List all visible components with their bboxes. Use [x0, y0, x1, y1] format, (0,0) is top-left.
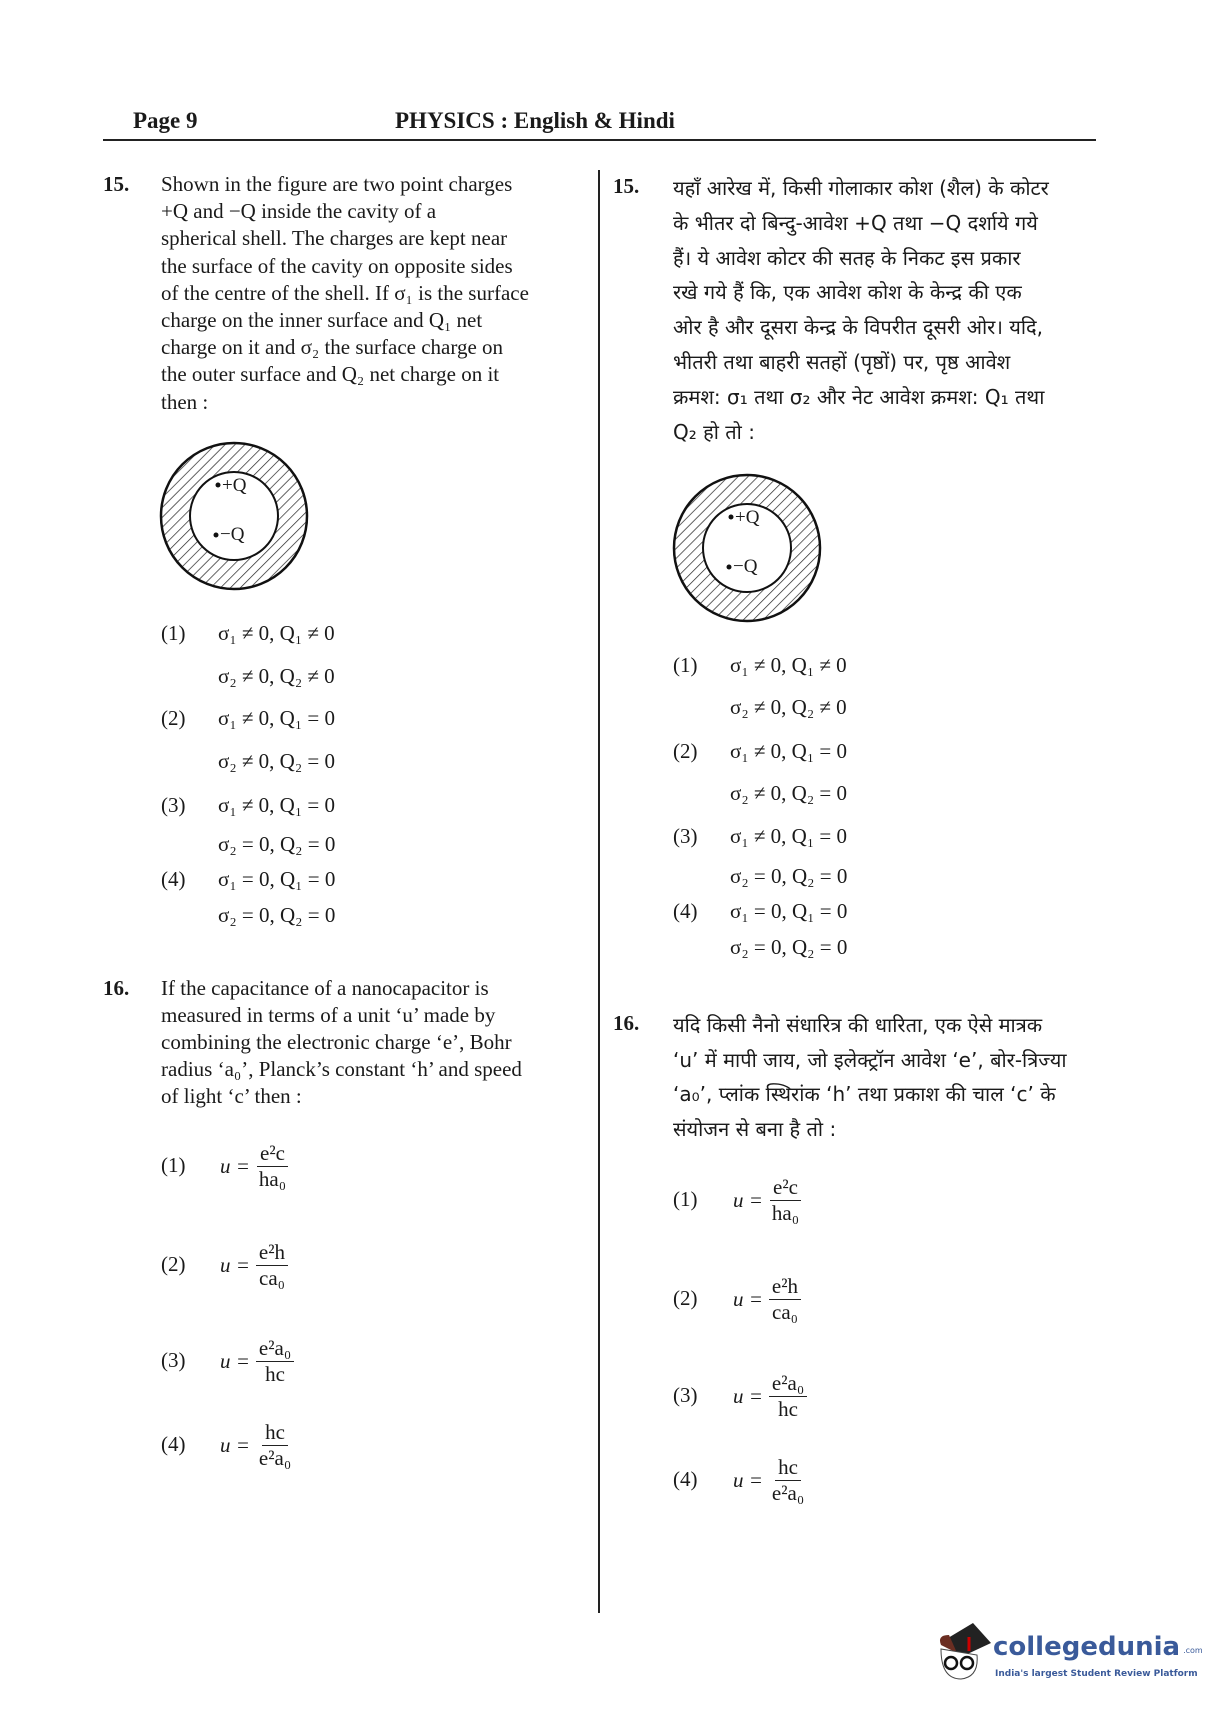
mascot-icon [935, 1619, 993, 1687]
option-label: (1) [161, 621, 186, 645]
question-text-line: the outer surface and Q₂ net charge on it [161, 362, 500, 387]
option-label: (4) [161, 867, 186, 891]
collegedunia-logo [935, 1615, 1203, 1695]
numerator: hc [262, 1420, 288, 1446]
option-label: (2) [673, 1286, 698, 1310]
option-label: (1) [673, 1187, 698, 1211]
question-text-line: यहाँ आरेख में, किसी गोलाकार कोश (शैल) के कोटर [673, 176, 1049, 200]
hindi-q15-shell-figure [667, 468, 827, 628]
formula-lhs: u = [733, 1187, 763, 1212]
hindi-q15-shell-figure-plus-label: +Q [735, 507, 760, 528]
question-text-line: of the centre of the shell. If σ₁ is the surface [161, 280, 529, 305]
option-2-line-2: σ₂ ≠ 0, Q₂ = 0 [730, 781, 847, 805]
page-title: PHYSICS : English & Hindi [395, 108, 675, 133]
denominator: hc [265, 1361, 285, 1386]
formula-lhs: u = [733, 1383, 763, 1408]
option-label: (3) [673, 824, 698, 848]
denominator: e²a₀ [771, 1480, 805, 1505]
option-2-line-1: σ₁ ≠ 0, Q₁ = 0 [218, 706, 335, 730]
question-text-line: the surface of the cavity on opposite sides [161, 253, 513, 278]
question-text-line: then : [161, 389, 209, 414]
denominator: ha₀ [258, 1166, 287, 1191]
numerator: e²a₀ [256, 1336, 294, 1362]
option-label: (2) [673, 739, 698, 763]
option-label: (4) [673, 899, 698, 923]
fraction [769, 1455, 807, 1506]
option-2-formula [733, 1271, 801, 1327]
question-text-line: Shown in the figure are two point charges [161, 172, 513, 196]
question-text-line: measured in terms of a unit ‘u’ made by [161, 1003, 496, 1027]
option-label: (3) [161, 793, 186, 817]
question-text-line: If the capacitance of a nanocapacitor is [161, 976, 489, 1000]
option-3-formula [733, 1368, 807, 1424]
question-number: 15. [613, 174, 640, 198]
option-3-line-1: σ₁ ≠ 0, Q₁ = 0 [218, 793, 335, 817]
numerator: hc [775, 1455, 801, 1481]
fraction [256, 1240, 288, 1291]
formula-lhs: u = [733, 1467, 763, 1492]
fraction [256, 1420, 294, 1471]
question-text-line: यदि किसी नैनो संधारित्र की धारिता, एक ऐसे मात्रक [673, 1013, 1043, 1037]
denominator: ca₀ [772, 1299, 798, 1324]
question-number: 16. [613, 1011, 640, 1035]
denominator: hc [778, 1396, 798, 1421]
numerator: e²c [257, 1141, 288, 1167]
numerator: e²a₀ [769, 1371, 807, 1397]
formula-lhs: u = [220, 1432, 250, 1457]
question-text-line: charge on it and σ₂ the surface charge on [161, 335, 504, 360]
logo-suffix: .com [1183, 1646, 1203, 1655]
denominator: ha₀ [771, 1200, 800, 1225]
option-1-formula [733, 1172, 802, 1228]
question-text-line: +Q and −Q inside the cavity of a [161, 199, 437, 224]
option-1-line-2: σ₂ ≠ 0, Q₂ ≠ 0 [730, 695, 847, 719]
option-3-formula [220, 1333, 294, 1389]
page-number: Page 9 [133, 108, 198, 133]
question-text-line: Q₂ हो तो : [673, 419, 755, 444]
logo-tagline: India's largest Student Review Platform [995, 1669, 1198, 1679]
option-label: (4) [673, 1467, 698, 1491]
formula-lhs: u = [733, 1286, 763, 1311]
fraction [769, 1274, 801, 1325]
question-text-line: हैं। ये आवेश कोटर की सतह के निकट इस प्रकार [673, 245, 1021, 270]
question-text-line: ‘a₀’, प्लांक स्थिरांक ‘h’ तथा प्रकाश की चाल ‘c’ के [673, 1082, 1056, 1106]
question-text-line: भीतरी तथा बाहरी सतहों (पृष्ठों) पर, पृष्ठ आवेश [673, 350, 1011, 374]
column-divider [598, 170, 600, 1613]
option-3-line-1: σ₁ ≠ 0, Q₁ = 0 [730, 824, 847, 848]
question-text-line: combining the electronic charge ‘e’, Bohr [161, 1030, 512, 1054]
option-label: (4) [161, 1432, 186, 1456]
question-text-line: spherical shell. The charges are kept near [161, 226, 508, 251]
option-2-line-2: σ₂ ≠ 0, Q₂ = 0 [218, 749, 335, 773]
option-label: (2) [161, 1252, 186, 1276]
option-3-line-2: σ₂ = 0, Q₂ = 0 [730, 864, 848, 888]
option-4-line-2: σ₂ = 0, Q₂ = 0 [730, 935, 848, 959]
option-4-formula [733, 1452, 807, 1508]
numerator: e²h [256, 1240, 288, 1266]
option-label: (3) [673, 1383, 698, 1407]
option-label: (2) [161, 706, 186, 730]
english-q15-shell-figure [154, 436, 314, 596]
option-2-formula [220, 1237, 288, 1293]
option-label: (1) [161, 1153, 186, 1177]
option-4-line-2: σ₂ = 0, Q₂ = 0 [218, 903, 336, 927]
question-text-line: क्रमश: σ₁ तथा σ₂ और नेट आवेश क्रमश: Q₁ तथा [673, 384, 1045, 409]
option-3-line-2: σ₂ = 0, Q₂ = 0 [218, 832, 336, 856]
option-1-formula [220, 1138, 289, 1194]
fraction [769, 1371, 807, 1422]
fraction [769, 1175, 802, 1226]
option-4-line-1: σ₁ = 0, Q₁ = 0 [730, 899, 848, 923]
question-number: 15. [103, 172, 130, 196]
numerator: e²h [769, 1274, 801, 1300]
question-text-line: charge on the inner surface and Q₁ net [161, 308, 483, 332]
question-text-line: संयोजन से बना है तो : [673, 1116, 837, 1141]
logo-name: collegedunia [993, 1632, 1181, 1662]
formula-lhs: u = [220, 1153, 250, 1178]
question-number: 16. [103, 976, 130, 1000]
logo-wordmark [993, 1631, 1203, 1663]
question-text-line: ‘u’ में मापी जाय, जो इलेक्ट्रॉन आवेश ‘e’, बोर-त्रिज्या [673, 1047, 1067, 1072]
denominator: e²a₀ [258, 1445, 292, 1470]
option-2-line-1: σ₁ ≠ 0, Q₁ = 0 [730, 739, 847, 763]
fraction [256, 1336, 294, 1387]
hindi-q15-shell-figure-minus-label: −Q [733, 556, 758, 577]
english-q15-shell-figure-minus-label: −Q [220, 524, 245, 545]
formula-lhs: u = [220, 1252, 250, 1277]
option-label: (3) [161, 1348, 186, 1372]
english-q15-shell-figure-plus-label: +Q [222, 475, 247, 496]
question-text-line: radius ‘a₀’, Planck’s constant ‘h’ and speed [161, 1057, 522, 1081]
option-label: (1) [673, 653, 698, 677]
option-4-line-1: σ₁ = 0, Q₁ = 0 [218, 867, 336, 891]
question-text-line: ओर है और दूसरा केन्द्र के विपरीत दूसरी ओर। यदि, [673, 315, 1044, 340]
denominator: ca₀ [259, 1265, 285, 1290]
question-text-line: रखे गये हैं कि, एक आवेश कोश के केन्द्र की एक [673, 280, 1022, 305]
numerator: e²c [770, 1175, 801, 1201]
option-1-line-1: σ₁ ≠ 0, Q₁ ≠ 0 [218, 621, 335, 645]
header-rule [103, 139, 1096, 141]
question-text-line: के भीतर दो बिन्दु-आवेश +Q तथा −Q दर्शाये गये [673, 210, 1038, 235]
option-1-line-2: σ₂ ≠ 0, Q₂ ≠ 0 [218, 664, 335, 688]
fraction [256, 1141, 289, 1192]
formula-lhs: u = [220, 1348, 250, 1373]
question-text-line: of light ‘c’ then : [161, 1084, 302, 1108]
option-1-line-1: σ₁ ≠ 0, Q₁ ≠ 0 [730, 653, 847, 677]
option-4-formula [220, 1417, 294, 1473]
